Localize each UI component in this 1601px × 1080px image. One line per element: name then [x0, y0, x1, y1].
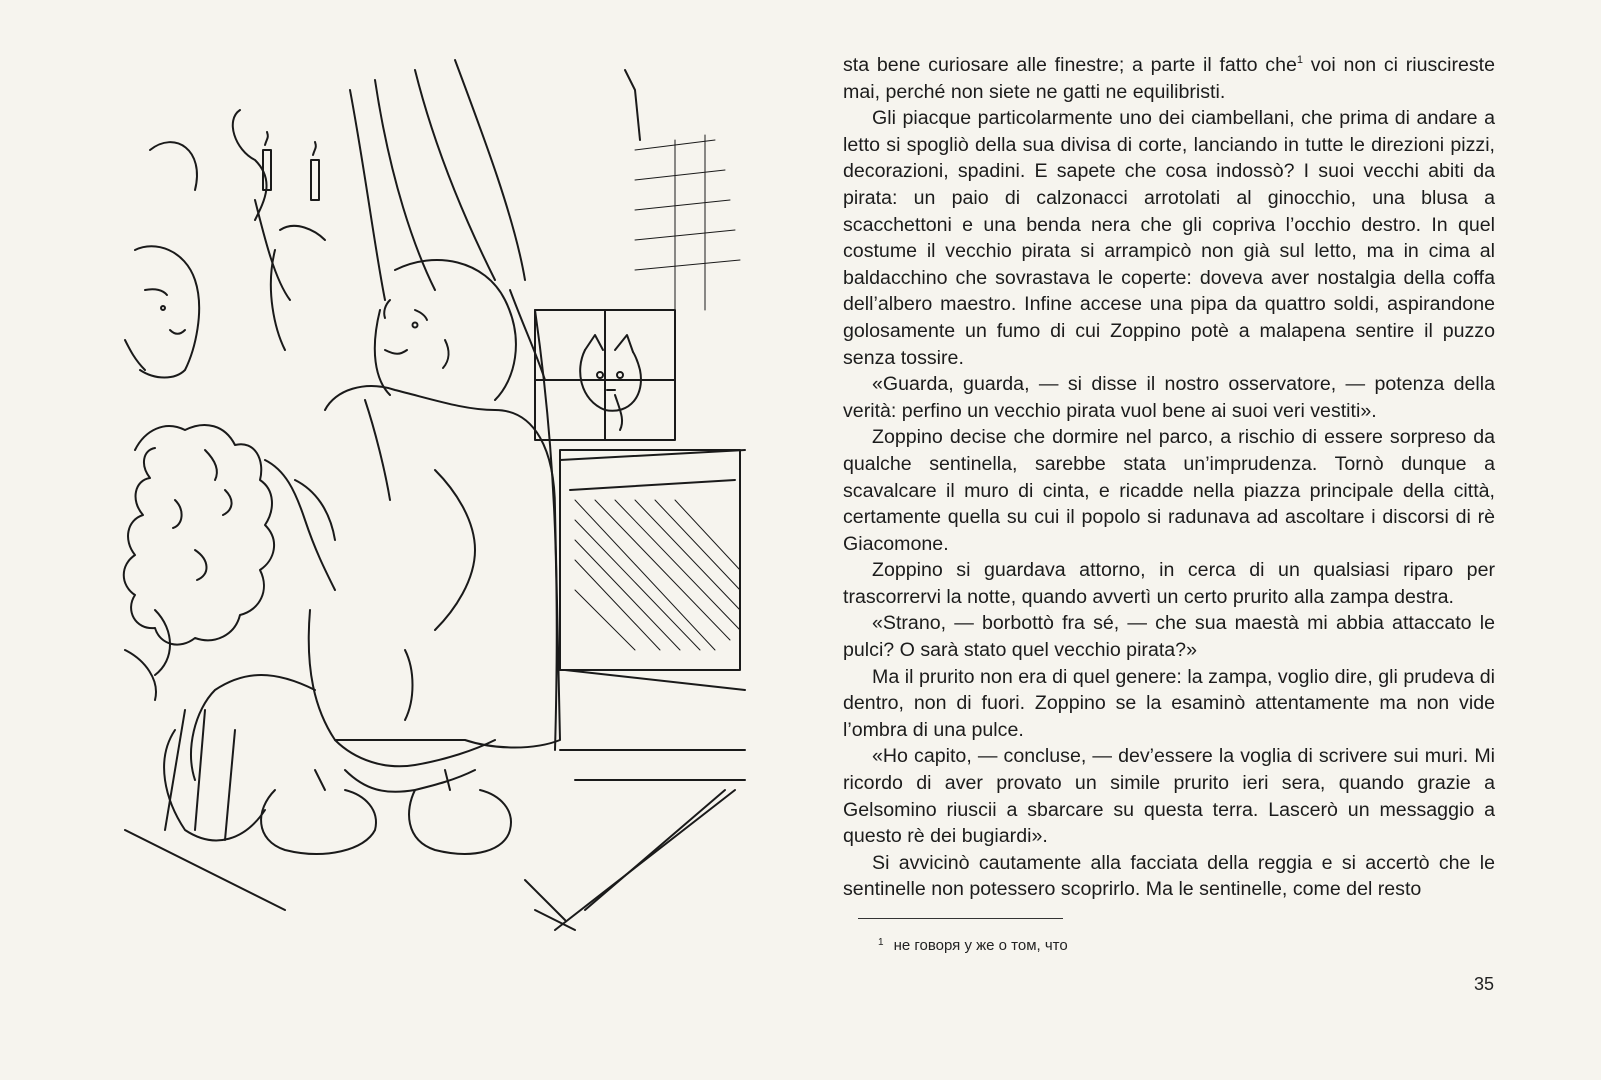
candle-sconce-icon [150, 110, 325, 350]
bystander-face-icon [125, 246, 199, 377]
page-number: 35 [1474, 974, 1495, 994]
paragraph-4: Zoppino decise che dormire nel parco, a rischio di essere sorpreso da qualche sentinella, sarebbe stata un’imprudenza. Tornò dunque a scavalcare il muro di cinta, e ricadde nella piazza principale della città, certamente quella su cui il popolo si radunava ad ascoltare i discorsi di rè Giacomone. [843, 426, 1495, 555]
paragraph-5: Zoppino si guardava attorno, in cerca di un qualsiasi riparo per trascorrervi la notte, quando avvertì un certo prurito alla zampa destra. [843, 559, 1495, 608]
paragraph-9: Si avvicinò cautamente alla facciata della reggia e si accertò che le sentinelle non potessero scoprirlo. Ma le sentinelle, come del resto [843, 851, 1495, 901]
paragraph-7: Ma il prurito non era di quel genere: la zampa, voglio dire, gli prudeva di dentro, non di fuori. Zoppino se la esaminò attentamente ma non vide l’ombra di una pulce. [843, 665, 1495, 741]
body-text [843, 52, 1495, 903]
cat-icon [580, 335, 641, 430]
illustration [115, 50, 755, 950]
footnote-reference: 1 [1296, 54, 1303, 66]
footnote-text: не говоря у же о том, что [893, 937, 1068, 954]
paragraph-1: sta bene curiosare alle finestre; a parte il fatto che$^1$ voi non ci riuscireste mai, perché non siete ne gatti ne equilibristi. [843, 54, 1496, 103]
paragraph-3: «Guarda, guarda, — si disse il nostro osservatore, — potenza della verità: perfino un vecchio pirata vuol bene ai suoi veri vestiti». [843, 373, 1495, 422]
paragraph-8: «Ho capito, — concluse, — dev’essere la voglia di scrivere sui muri. Mi ricordo di aver provato un simile prurito ieri sera, quando grazie a Gelsomino riuscii a sbarcare su questa terra. Lascerò un messaggio a questo rè dei bugiardi». [843, 745, 1495, 848]
courtier-figure-icon [164, 260, 560, 854]
footnote-divider [858, 918, 1063, 919]
footnote-marker: 1 [878, 937, 884, 948]
footnote [878, 937, 1068, 954]
floor-lines-icon [125, 670, 745, 930]
paragraph-6: «Strano, — borbottò fra sé, — che sua maestà mi abbia attaccato le pulci? O sarà stato quel vecchio pirata?» [843, 612, 1495, 662]
paragraph-2: Gli piacque particolarmente uno dei ciambellani, che prima di andare a letto si spogliò della sua divisa di corte, lanciando in tutte le direzioni pizzi, decorazioni, spadini. E sapete che cosa indossò? I suoi vecchi abiti da pirata: un paio di calzonacci arrotolati al ginocchio, una blusa a scacchettoni e una benda nera che gli copriva l’occhio destro. In quel costume il vecchio pirata si arrampicò non già sul letto, ma in cima al baldacchino che sovrastava le coperte: doveva aver nostalgia della coffa dell’albero maestro. Infine accese una pipa da quattro soldi, aspirandone golosamente un fumo di cui Zoppino potè a malapena sentire il puzzo senza tossire. [843, 107, 1495, 369]
